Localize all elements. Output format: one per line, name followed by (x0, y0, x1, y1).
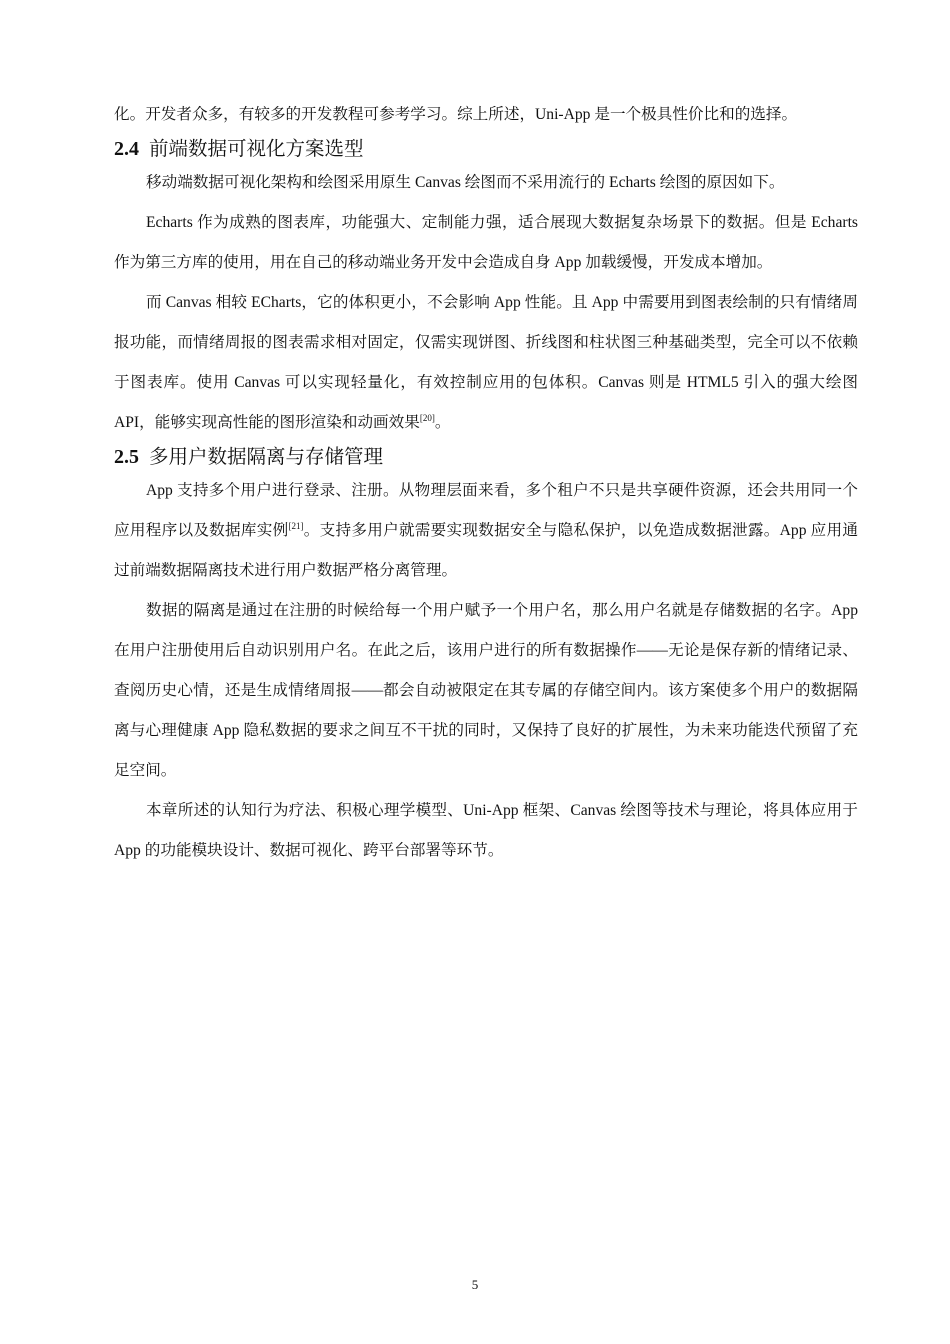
paragraph-text: 而 Canvas 相较 ECharts，它的体积更小，不会影响 App 性能。且 App 中需要用到图表绘制的只有情绪周报功能，而情绪周报的图表需求相对固定，仅需实现饼图、折线图和柱状图三种基础类型，完全可以不依赖于图表库。使用 Canvas 可以实现轻量化，有效控制应用的包体积。Canvas 则是 HTML5 引入的强大绘图 API，能够实现高性能的图形渲染和动画效果 (114, 294, 858, 431)
section-title: 多用户数据隔离与存储管理 (149, 445, 384, 468)
page-number: 5 (471, 1277, 479, 1292)
paragraph-end: 。 (434, 414, 451, 431)
section-title: 前端数据可视化方案选型 (149, 137, 364, 160)
paragraph-chapter-summary: 本章所述的认知行为疗法、积极心理学模型、Uni-App 框架、Canvas 绘图等技术与理论，将具体应用于 App 的功能模块设计、数据可视化、跨平台部署等环节。 (114, 802, 858, 859)
paragraph-data-isolation: 数据的隔离是通过在注册的时候给每一个用户赋予一个用户名，那么用户名就是存储数据的名字。App 在用户注册使用后自动识别用户名。在此之后，该用户进行的所有数据操作——无论是保存新的情绪记录、查阅历史心情，还是生成情绪周报——都会自动被限定在其专属的存储空间内。该方案使多个用户的数据隔离与心理健康 App 隐私数据的要求之间互不干扰的同时，又保持了良好的扩展性，为未来功能迭代预留了充足空间。 (114, 602, 858, 779)
paragraph-text: App 支持多个用户进行登录、注册。从物理层面来看，多个租户不只是共享硬件资源，还会共用同一个应用程序以及数据库实例 (114, 482, 858, 539)
paragraph-canvas-intro: 移动端数据可视化架构和绘图采用原生 Canvas 绘图而不采用流行的 Echarts 绘图的原因如下。 (146, 174, 785, 191)
page-content (114, 95, 858, 871)
section-heading-2-4 (114, 135, 858, 163)
section-number: 2.4 (114, 138, 139, 160)
paragraph-canvas-vs-echarts (114, 283, 858, 443)
section-number: 2.5 (114, 446, 139, 468)
citation-21: [21] (288, 521, 304, 531)
paragraph-end: 。支持多用户就需要实现数据安全与隐私保护，以免造成数据泄露。App 应用通过前端数据隔离技术进行用户数据严格分离管理。 (114, 522, 858, 579)
section-heading-2-5 (114, 443, 858, 471)
paragraph-echarts: Echarts 作为成熟的图表库，功能强大、定制能力强，适合展现大数据复杂场景下的数据。但是 Echarts 作为第三方库的使用，用在自己的移动端业务开发中会造成自身 App 加载缓慢，开发成本增加。 (114, 214, 858, 271)
paragraph-multi-user (114, 471, 858, 591)
citation-20: [20] (419, 413, 435, 423)
paragraph-uniapp-conclusion: 化。开发者众多，有较多的开发教程可参考学习。综上所述，Uni-App 是一个极具性价比和的选择。 (114, 106, 798, 123)
